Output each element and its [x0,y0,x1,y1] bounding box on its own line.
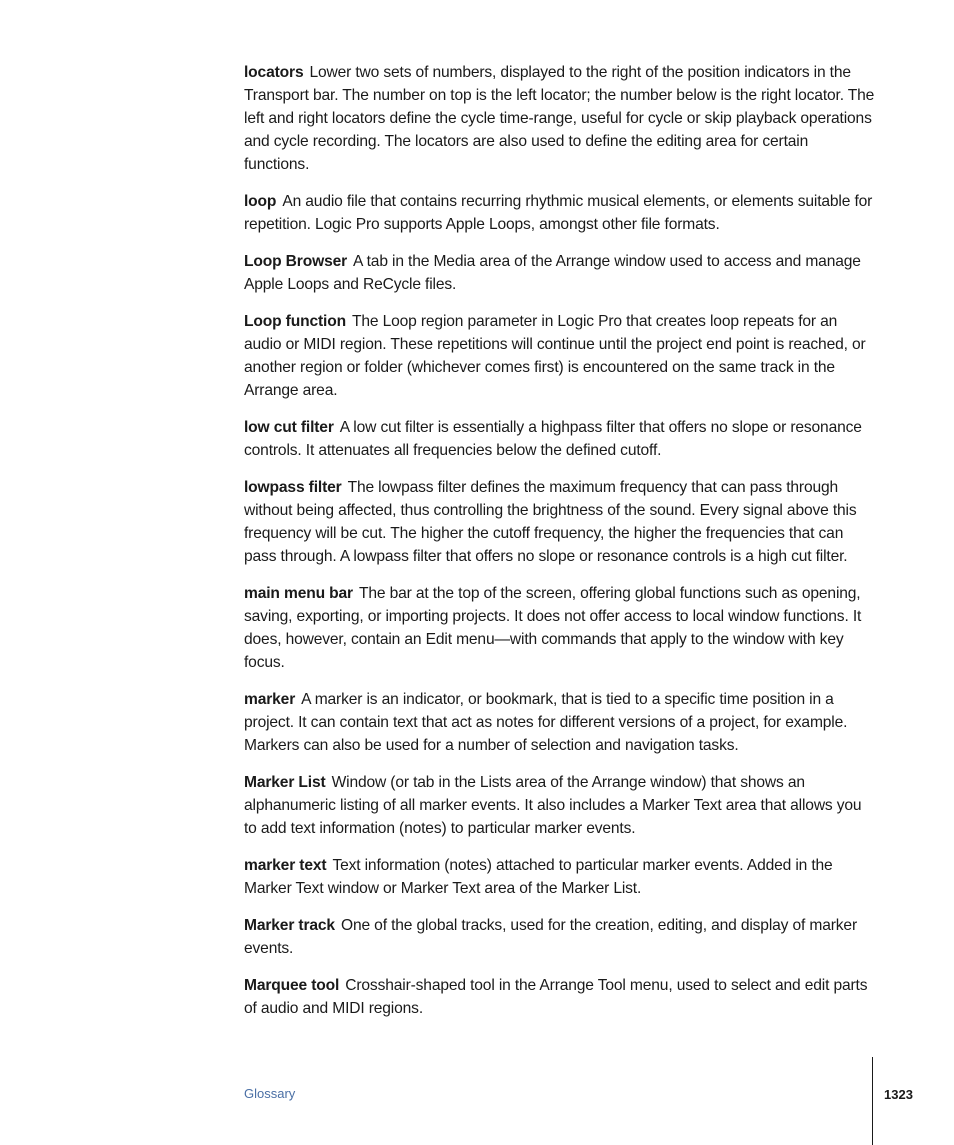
glossary-definition: A tab in the Media area of the Arrange window used to access and manage Apple Loops and ReCycle files. [244,253,861,293]
glossary-term: Marker track [244,917,335,934]
page-number: 1323 [884,1087,913,1102]
glossary-entry [244,476,876,568]
glossary-entry [244,250,876,296]
footer-divider [872,1057,873,1145]
glossary-entry [244,854,876,900]
glossary-entry [244,974,876,1020]
glossary-definition: Text information (notes) attached to particular marker events. Added in the Marker Text window or Marker Text area of the Marker List. [244,857,833,897]
glossary-definition: The lowpass filter defines the maximum frequency that can pass through without being affected, thus controlling the brightness of the sound. Every signal above this frequency will be cut. The higher the cutoff frequency, the higher the frequencies that can pass through. A lowpass filter that offers no slope or resonance controls is a high cut filter. [244,479,857,565]
glossary-term: marker [244,691,296,708]
glossary-definition: One of the global tracks, used for the creation, editing, and display of marker events. [244,917,857,957]
glossary-entry [244,416,876,462]
glossary-entry [244,582,876,674]
glossary-term: main menu bar [244,585,353,602]
glossary-entry [244,61,876,176]
glossary-definition: An audio file that contains recurring rhythmic musical elements, or elements suitable for repetition. Logic Pro supports Apple Loops, amongst other file formats. [244,193,873,233]
footer-section-label: Glossary [244,1086,296,1101]
glossary-definition: Window (or tab in the Lists area of the Arrange window) that shows an alphanumeric listing of all marker events. It also includes a Marker Text area that allows you to add text information (notes) to particular marker events. [244,774,862,837]
glossary-definition: Crosshair-shaped tool in the Arrange Tool menu, used to select and edit parts of audio and MIDI regions. [244,977,868,1017]
glossary-term: locators [244,64,304,81]
glossary-definition: A low cut filter is essentially a highpass filter that offers no slope or resonance controls. It attenuates all frequencies below the defined cutoff. [244,419,862,459]
glossary-term: Marker List [244,774,326,791]
glossary-term: Marquee tool [244,977,340,994]
glossary-term: Loop Browser [244,253,348,270]
glossary-term: marker text [244,857,327,874]
glossary-term: lowpass filter [244,479,342,496]
glossary-entry [244,914,876,960]
glossary-definition: A marker is an indicator, or bookmark, that is tied to a specific time position in a project. It can contain text that act as notes for different versions of a project, for example. Markers can also be used for a number of selection and navigation tasks. [244,691,848,754]
glossary-definition: The Loop region parameter in Logic Pro that creates loop repeats for an audio or MIDI region. These repetitions will continue until the project end point is reached, or another region or folder (whichever comes first) is encountered on the same track in the Arrange area. [244,313,866,399]
glossary-term: low cut filter [244,419,334,436]
glossary-definition: The bar at the top of the screen, offering global functions such as opening, saving, exporting, or importing projects. It does not offer access to local window functions. It does, however, contain an Edit menu—with commands that apply to the window with key focus. [244,585,862,671]
glossary-content [244,61,876,1034]
glossary-term: Loop function [244,313,346,330]
glossary-definition: Lower two sets of numbers, displayed to the right of the position indicators in the Transport bar. The number on top is the left locator; the number below is the right locator. The left and right locators define the cycle time-range, useful for cycle or skip playback operations and cycle recording. The locators are also used to define the editing area for certain functions. [244,64,875,173]
glossary-entry [244,688,876,757]
glossary-term: loop [244,193,277,210]
glossary-entry [244,310,876,402]
glossary-entry [244,190,876,236]
glossary-entry [244,771,876,840]
